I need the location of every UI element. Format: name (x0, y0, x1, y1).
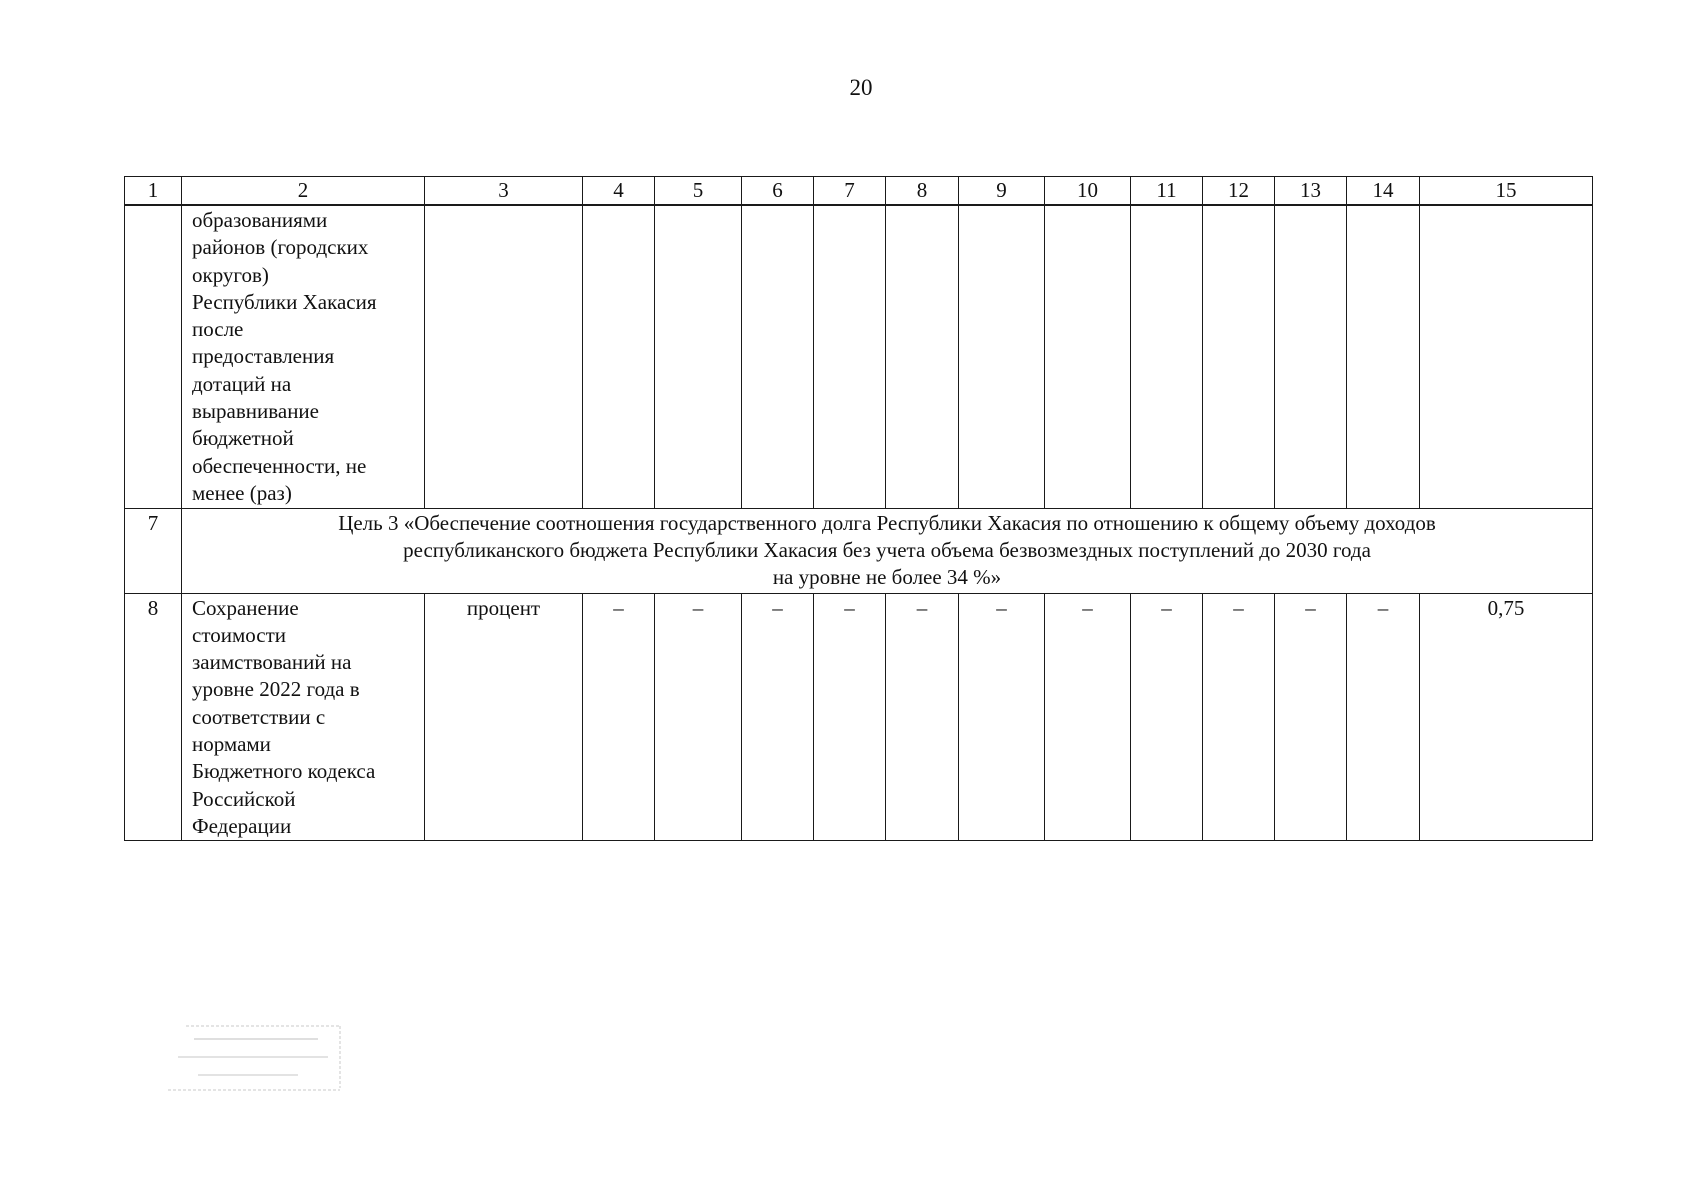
value-cell: – (814, 593, 886, 841)
value-cell (959, 205, 1045, 508)
value-cell (742, 205, 814, 508)
goal-row (125, 508, 1593, 593)
indicator-name (182, 593, 425, 841)
column-header: 13 (1275, 177, 1347, 206)
column-header: 8 (886, 177, 959, 206)
column-header: 7 (814, 177, 886, 206)
column-header: 3 (425, 177, 583, 206)
column-header: 5 (655, 177, 742, 206)
value-cell: – (959, 593, 1045, 841)
value-cell: – (886, 593, 959, 841)
value-cell: – (742, 593, 814, 841)
column-header: 9 (959, 177, 1045, 206)
value-cell: – (583, 593, 655, 841)
value-cell: – (1045, 593, 1131, 841)
indicators-table (124, 176, 1593, 841)
value-cell (583, 205, 655, 508)
column-header: 2 (182, 177, 425, 206)
unit-cell (425, 205, 583, 508)
value-cell: – (1275, 593, 1347, 841)
goal-text-cell (182, 508, 1593, 593)
value-cell (1275, 205, 1347, 508)
column-header: 6 (742, 177, 814, 206)
table-row-continued (125, 205, 1593, 508)
page-number: 20 (849, 75, 873, 100)
goal-text: Цель 3 «Обеспечение соотношения государственного долга Республики Хакасия по отношению к общему объему доходов республиканского бюджета Республики Хакасия без учета объема безвозмездных поступлений до 2030 года на уровне не более 34 %» (338, 510, 1436, 590)
value-cell (1347, 205, 1420, 508)
column-header: 10 (1045, 177, 1131, 206)
faded-stamp-graphic (164, 1022, 344, 1094)
value-cell (886, 205, 959, 508)
value-cell (1045, 205, 1131, 508)
column-header: 1 (125, 177, 182, 206)
row-number: 8 (125, 593, 182, 841)
value-cell (655, 205, 742, 508)
column-header: 15 (1420, 177, 1593, 206)
value-cell: 0,75 (1420, 593, 1593, 841)
row-number (125, 205, 182, 508)
row-number: 7 (125, 508, 182, 593)
value-cell: – (1347, 593, 1420, 841)
unit-cell: процент (425, 593, 583, 841)
column-header: 12 (1203, 177, 1275, 206)
column-header: 11 (1131, 177, 1203, 206)
table-row-indicator (125, 593, 1593, 841)
indicator-name-text: образованиями районов (городских округов) Республики Хакасия после предоставления дотаций на выравнивание бюджетной обеспеченности, не менее (раз) (192, 208, 377, 505)
value-cell: – (655, 593, 742, 841)
value-cell (1420, 205, 1593, 508)
indicator-name (182, 205, 425, 508)
header-row (125, 177, 1593, 206)
value-cell: – (1131, 593, 1203, 841)
column-header: 4 (583, 177, 655, 206)
column-header: 14 (1347, 177, 1420, 206)
indicator-name-text: Сохранение стоимости заимствований на уровне 2022 года в соответствии с нормами Бюджетного кодекса Российской Федерации (192, 595, 376, 838)
value-cell (1203, 205, 1275, 508)
value-cell (814, 205, 886, 508)
value-cell (1131, 205, 1203, 508)
value-cell: – (1203, 593, 1275, 841)
